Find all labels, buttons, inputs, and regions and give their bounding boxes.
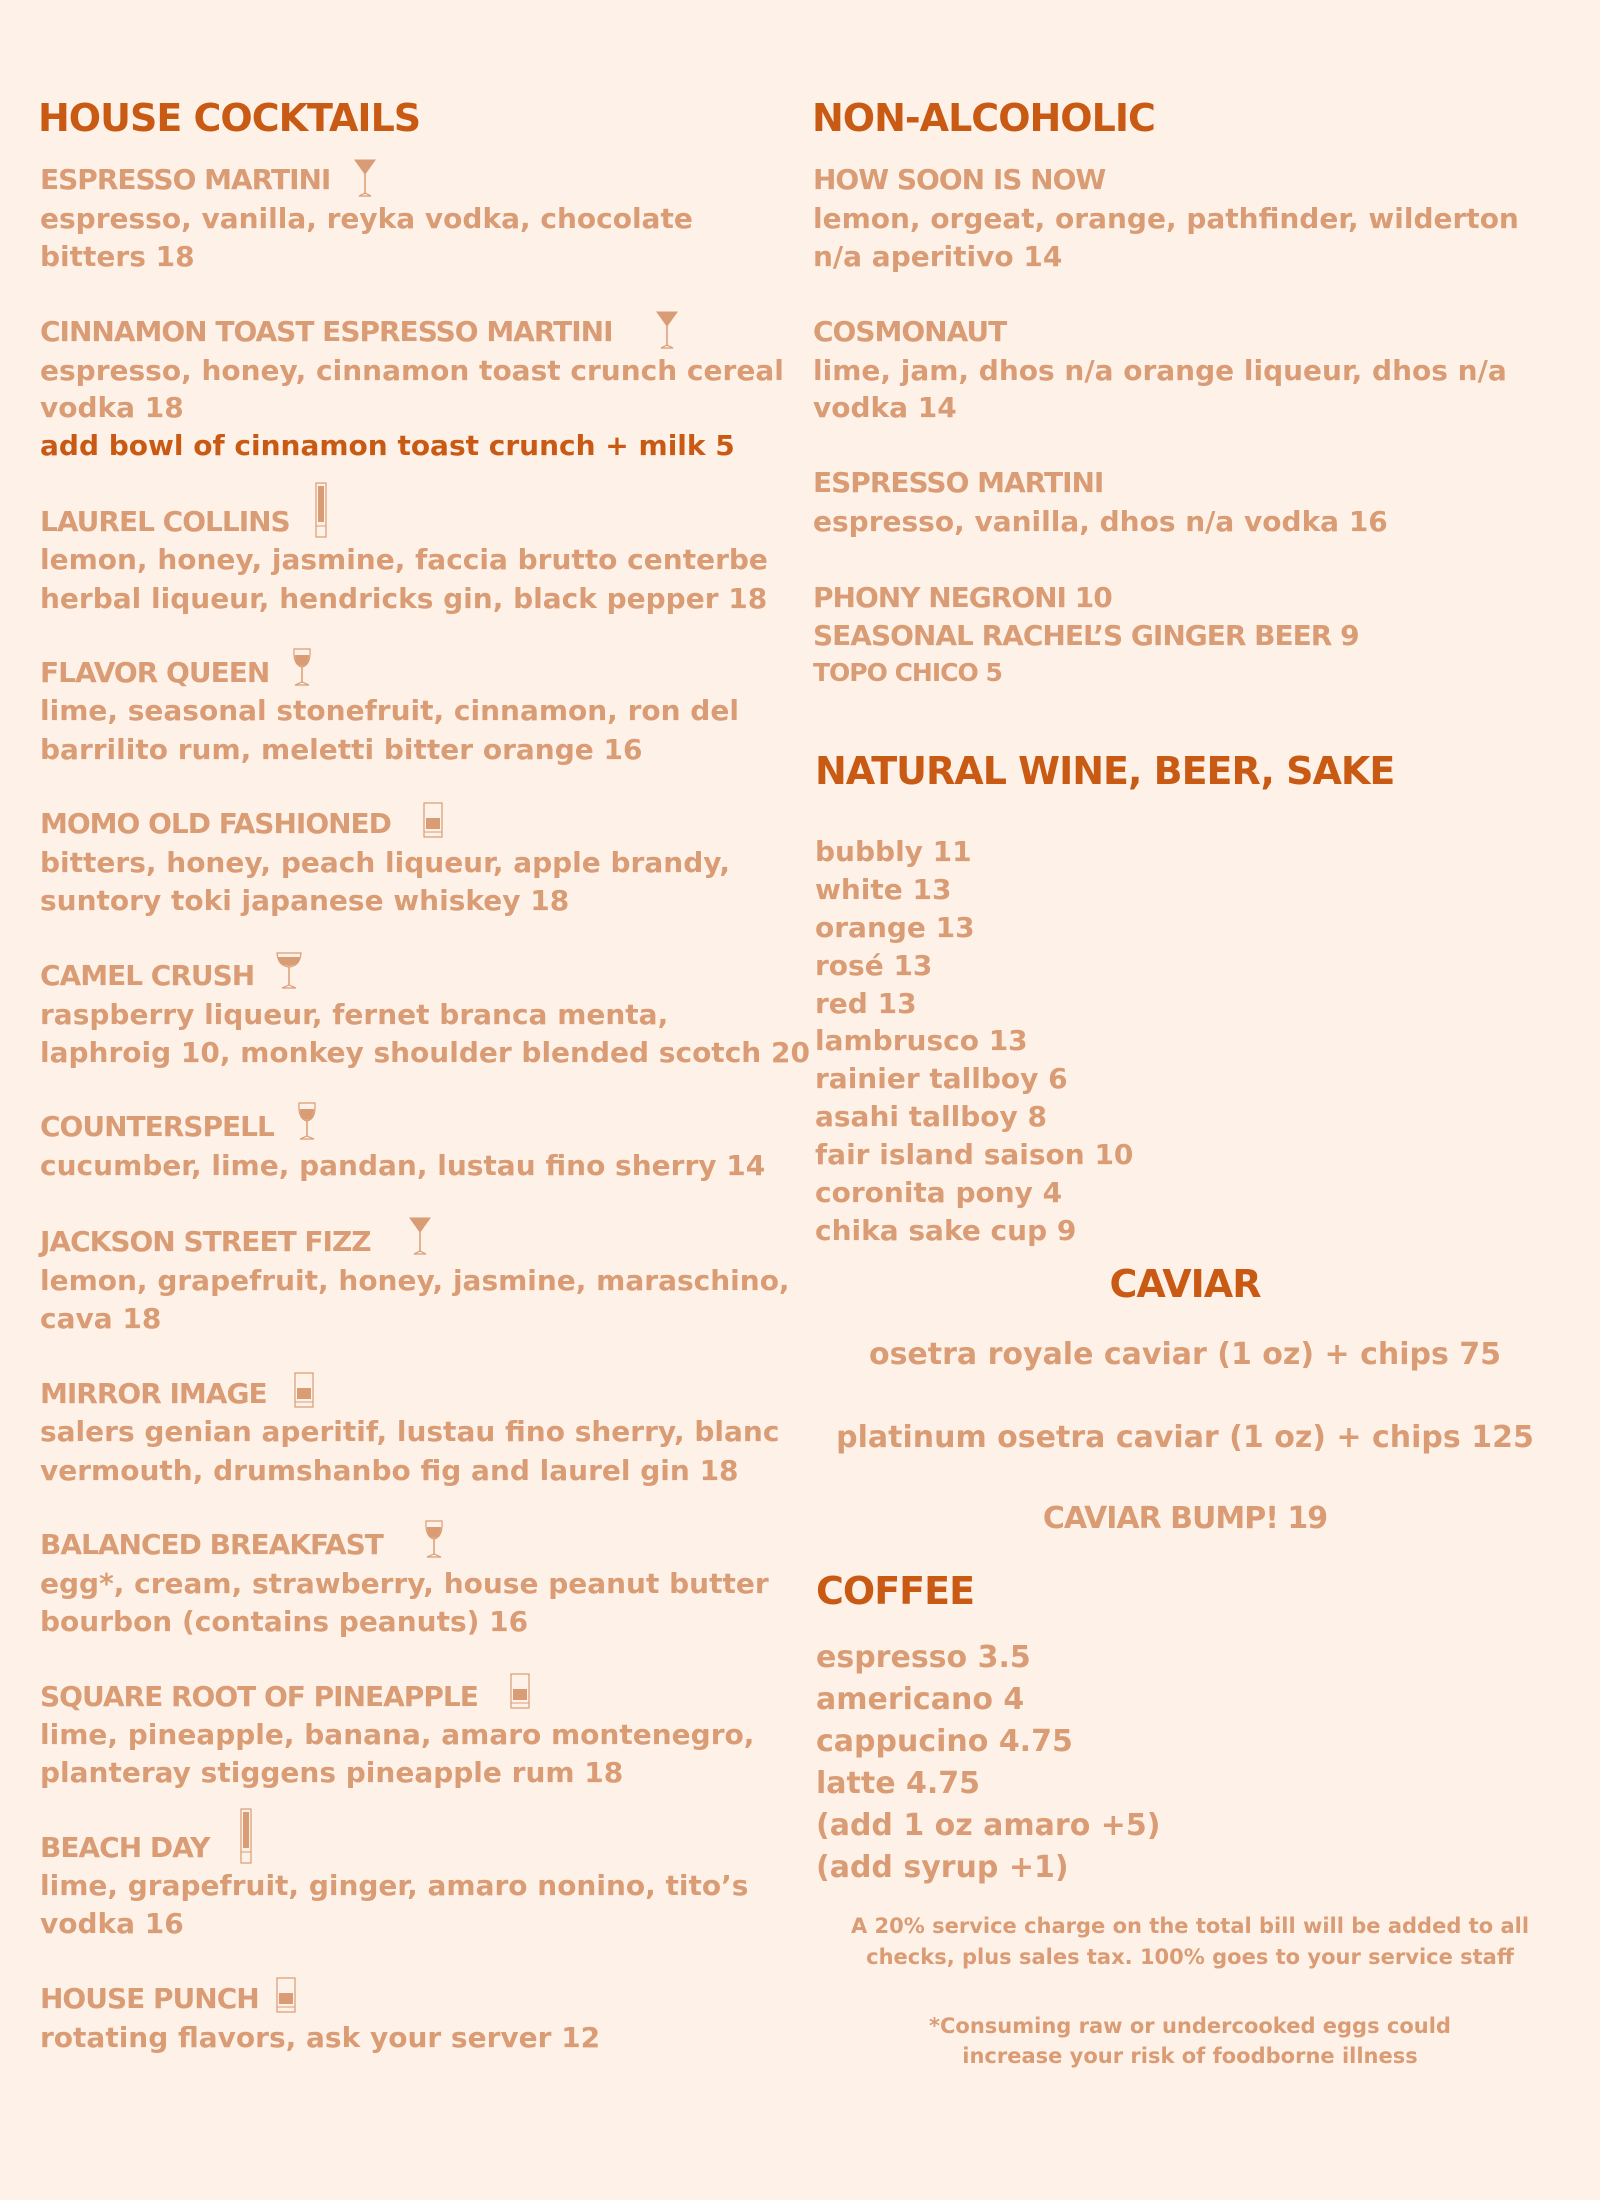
- cocktail-name: SQUARE ROOT OF PINEAPPLE: [40, 1680, 478, 1713]
- cocktail-name: JACKSON STREET FIZZ: [40, 1225, 371, 1258]
- beer-item: fair island saison 10: [815, 1138, 1134, 1171]
- wine-glass-icon: [290, 647, 314, 687]
- cocktail-description: espresso, honey, cinnamon toast crunch cereal: [40, 354, 784, 387]
- section-title-wine-beer-sake: NATURAL WINE, BEER, SAKE: [815, 749, 1395, 793]
- martini-glass-icon: [408, 1216, 432, 1256]
- rocks-glass-icon: [510, 1673, 530, 1709]
- beer-item: asahi tallboy 8: [815, 1100, 1047, 1133]
- wine-item: orange 13: [815, 911, 975, 944]
- section-title-caviar: CAVIAR: [1109, 1262, 1261, 1306]
- cocktail-name: BALANCED BREAKFAST: [40, 1528, 383, 1561]
- martini-glass-icon: [655, 310, 679, 350]
- rocks-glass-icon: [276, 1977, 296, 2013]
- wine-glass-icon: [295, 1101, 319, 1141]
- na-extra-item: TOPO CHICO 5: [813, 658, 1002, 687]
- section-title-house-cocktails: HOUSE COCKTAILS: [38, 96, 421, 140]
- wine-item: bubbly 11: [815, 835, 972, 868]
- cocktail-description: lime, seasonal stonefruit, cinnamon, ron del: [40, 694, 739, 727]
- raw-egg-warning: increase your risk of foodborne illness: [962, 2044, 1418, 2068]
- cocktail-description: laphroig 10, monkey shoulder blended scotch 20: [40, 1036, 810, 1069]
- collins-glass-icon: [240, 1808, 252, 1864]
- cocktail-description: vodka 16: [40, 1907, 184, 1940]
- beer-item: rainier tallboy 6: [815, 1062, 1068, 1095]
- wine-item: rosé 13: [815, 949, 933, 982]
- na-drink-description: vodka 14: [813, 391, 957, 424]
- wine-glass-icon: [422, 1519, 446, 1559]
- raw-egg-warning: *Consuming raw or undercooked eggs could: [929, 2014, 1451, 2038]
- beer-item: lambrusco 13: [815, 1024, 1028, 1057]
- coffee-addon: (add syrup +1): [816, 1850, 1069, 1885]
- rocks-glass-icon: [423, 802, 443, 838]
- na-drink-name: ESPRESSO MARTINI: [813, 466, 1104, 499]
- cocktail-addon: add bowl of cinnamon toast crunch + milk 5: [40, 429, 735, 462]
- coupe-glass-icon: [275, 950, 303, 990]
- coffee-item: latte 4.75: [816, 1766, 981, 1801]
- section-title-non-alcoholic: NON-ALCOHOLIC: [812, 96, 1155, 140]
- cocktail-description: barrilito rum, meletti bitter orange 16: [40, 733, 643, 766]
- cocktail-description: vermouth, drumshanbo fig and laurel gin 18: [40, 1454, 739, 1487]
- cocktail-description: cucumber, lime, pandan, lustau fino sherry 14: [40, 1149, 766, 1182]
- cocktail-name: MIRROR IMAGE: [40, 1377, 267, 1410]
- cocktail-name: LAUREL COLLINS: [40, 505, 290, 538]
- collins-glass-icon: [315, 482, 327, 538]
- coffee-item: americano 4: [816, 1682, 1025, 1717]
- cocktail-description: planteray stiggens pineapple rum 18: [40, 1756, 624, 1789]
- rocks-glass-icon: [294, 1372, 314, 1408]
- section-title-coffee: COFFEE: [816, 1569, 975, 1613]
- cocktail-description: rotating flavors, ask your server 12: [40, 2021, 601, 2054]
- cocktail-name: HOUSE PUNCH: [40, 1982, 259, 2015]
- cocktail-description: lime, pineapple, banana, amaro montenegro,: [40, 1718, 755, 1751]
- cocktail-description: vodka 18: [40, 391, 184, 424]
- cocktail-description: salers genian aperitif, lustau fino sherry, blanc: [40, 1415, 780, 1448]
- na-extra-item: SEASONAL RACHEL’S GINGER BEER 9: [813, 619, 1359, 652]
- sake-item: chika sake cup 9: [815, 1214, 1077, 1247]
- caviar-bump: CAVIAR BUMP! 19: [1042, 1501, 1328, 1536]
- na-drink-description: lemon, orgeat, orange, pathfinder, wilderton: [813, 202, 1519, 235]
- na-drink-description: espresso, vanilla, dhos n/a vodka 16: [813, 505, 1388, 538]
- cocktail-name: ESPRESSO MARTINI: [40, 163, 331, 196]
- cocktail-description: raspberry liqueur, fernet branca menta,: [40, 998, 669, 1031]
- cocktail-name: CINNAMON TOAST ESPRESSO MARTINI: [40, 315, 613, 348]
- beer-item: coronita pony 4: [815, 1176, 1063, 1209]
- caviar-item: osetra royale caviar (1 oz) + chips 75: [868, 1337, 1502, 1372]
- wine-item: white 13: [815, 873, 952, 906]
- cocktail-name: COUNTERSPELL: [40, 1110, 274, 1143]
- cocktail-description: suntory toki japanese whiskey 18: [40, 884, 570, 917]
- cocktail-description: egg*, cream, strawberry, house peanut butter: [40, 1567, 769, 1600]
- cocktail-description: lemon, honey, jasmine, faccia brutto centerbe: [40, 543, 768, 576]
- cocktail-description: lime, grapefruit, ginger, amaro nonino, tito’s: [40, 1869, 749, 1902]
- cocktail-description: bourbon (contains peanuts) 16: [40, 1605, 529, 1638]
- na-drink-description: lime, jam, dhos n/a orange liqueur, dhos n/a: [813, 354, 1507, 387]
- cocktail-description: cava 18: [40, 1302, 162, 1335]
- cocktail-description: bitters, honey, peach liqueur, apple brandy,: [40, 846, 730, 879]
- martini-glass-icon: [353, 158, 377, 198]
- wine-item: red 13: [815, 987, 917, 1020]
- na-drink-name: HOW SOON IS NOW: [813, 163, 1106, 196]
- na-drink-description: n/a aperitivo 14: [813, 240, 1063, 273]
- cocktail-description: herbal liqueur, hendricks gin, black pepper 18: [40, 582, 768, 615]
- caviar-item: platinum osetra caviar (1 oz) + chips 125: [836, 1420, 1534, 1455]
- cocktail-description: lemon, grapefruit, honey, jasmine, maraschino,: [40, 1264, 790, 1297]
- cocktail-name: CAMEL CRUSH: [40, 959, 255, 992]
- cocktail-description: espresso, vanilla, reyka vodka, chocolate: [40, 202, 693, 235]
- service-charge-note: checks, plus sales tax. 100% goes to your service staff: [866, 1945, 1514, 1969]
- na-drink-name: COSMONAUT: [813, 315, 1007, 348]
- cocktail-description: bitters 18: [40, 240, 195, 273]
- na-extra-item: PHONY NEGRONI 10: [813, 581, 1112, 614]
- coffee-item: cappucino 4.75: [816, 1724, 1073, 1759]
- coffee-addon: (add 1 oz amaro +5): [816, 1808, 1161, 1843]
- coffee-item: espresso 3.5: [816, 1640, 1031, 1675]
- cocktail-name: BEACH DAY: [40, 1831, 210, 1864]
- cocktail-name: FLAVOR QUEEN: [40, 656, 270, 689]
- service-charge-note: A 20% service charge on the total bill will be added to all: [850, 1914, 1530, 1938]
- cocktail-name: MOMO OLD FASHIONED: [40, 807, 391, 840]
